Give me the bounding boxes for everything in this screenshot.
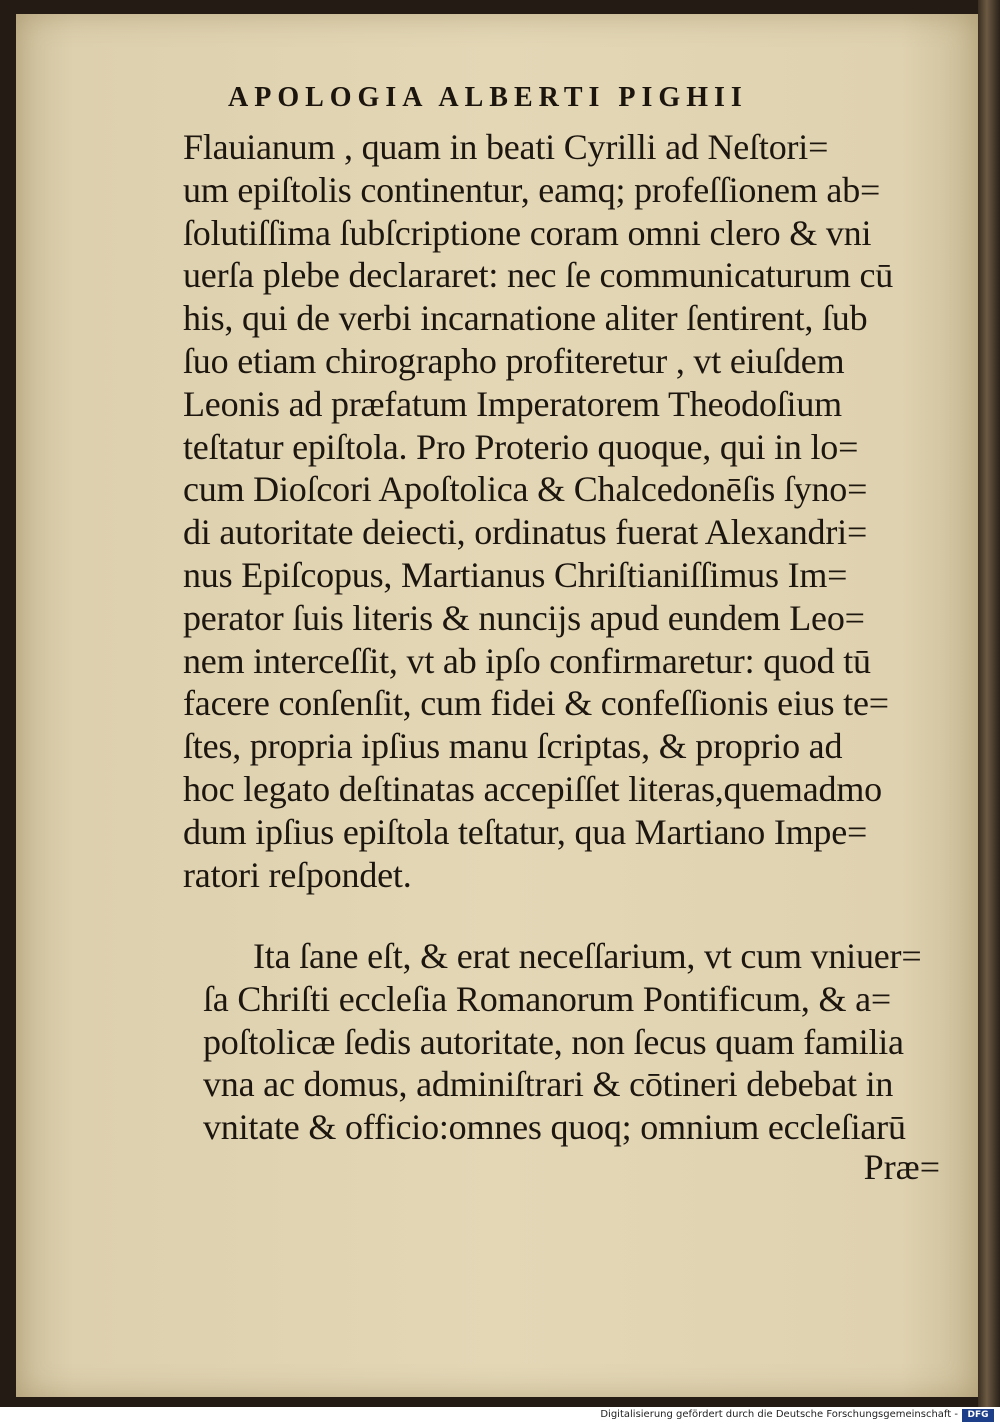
text-line: cum Dioſcori Apoſtolica & Chalcedonēſis ſyno= — [183, 469, 868, 510]
book-spine-edge — [978, 0, 1000, 1407]
dfg-logo: DFG — [962, 1409, 994, 1422]
text-line: Ita ſane eſt, & erat neceſſarium, vt cum vniuer= — [253, 936, 922, 976]
text-line: nus Epiſcopus, Martianus Chriſtianiſſimus Im= — [183, 554, 848, 595]
text-line: teſtatur epiſtola. Pro Proterio quoque, qui in lo= — [183, 426, 859, 467]
text-line: poſtolicæ ſedis autoritate, non ſecus quam familia — [203, 1021, 904, 1062]
text-line: uerſa plebe declararet: nec ſe communicaturum cū — [183, 255, 894, 296]
text-line: dum ipſius epiſtola teſtatur, qua Martiano Impe= — [183, 811, 868, 852]
paragraph-1 — [183, 126, 953, 896]
text-line: ſa Chriſti eccleſia Romanorum Pontificum, & a= — [203, 978, 891, 1019]
text-line: Leonis ad præfatum Imperatorem Theodoſium — [183, 383, 842, 424]
text-line: facere conſenſit, cum fidei & confeſſionis eius te= — [183, 683, 889, 724]
text-line: his, qui de verbi incarnatione aliter ſentirent, ſub — [183, 298, 868, 339]
text-line: Flauianum , quam in beati Cyrilli ad Neſtori= — [183, 127, 829, 167]
text-line: nem interceſſit, vt ab ipſo confirmaretur: quod tū — [183, 640, 871, 681]
catchword: Præ= — [863, 1147, 940, 1187]
text-line: vna ac domus, adminiſtrari & cōtineri debebat in — [203, 1064, 894, 1105]
text-line: di autoritate deiecti, ordinatus fuerat Alexandri= — [183, 512, 868, 553]
text-line: um epiſtolis continentur, eamq; profeſſionem ab= — [183, 169, 881, 210]
footer-credit: Digitalisierung gefördert durch die Deutsche Forschungsgemeinschaft - — [600, 1409, 958, 1420]
text-line: hoc legato deſtinatas accepiſſet literas,quemadmo — [183, 768, 882, 809]
text-line: vnitate & officio:omnes quoq; omnium eccleſiarū — [203, 1107, 906, 1148]
text-line: ſuo etiam chirographo profiteretur , vt eiuſdem — [183, 340, 845, 381]
text-line: ſolutiſſima ſubſcriptione coram omni clero & vni — [183, 212, 872, 253]
running-head: APOLOGIA ALBERTI PIGHII — [228, 82, 748, 113]
text-line: ſtes, propria ipſius manu ſcriptas, & proprio ad — [183, 726, 843, 767]
paragraph-2 — [203, 935, 953, 1149]
text-line: perator ſuis literis & nuncijs apud eundem Leo= — [183, 597, 865, 638]
text-line: ratori reſpondet. — [183, 854, 412, 895]
